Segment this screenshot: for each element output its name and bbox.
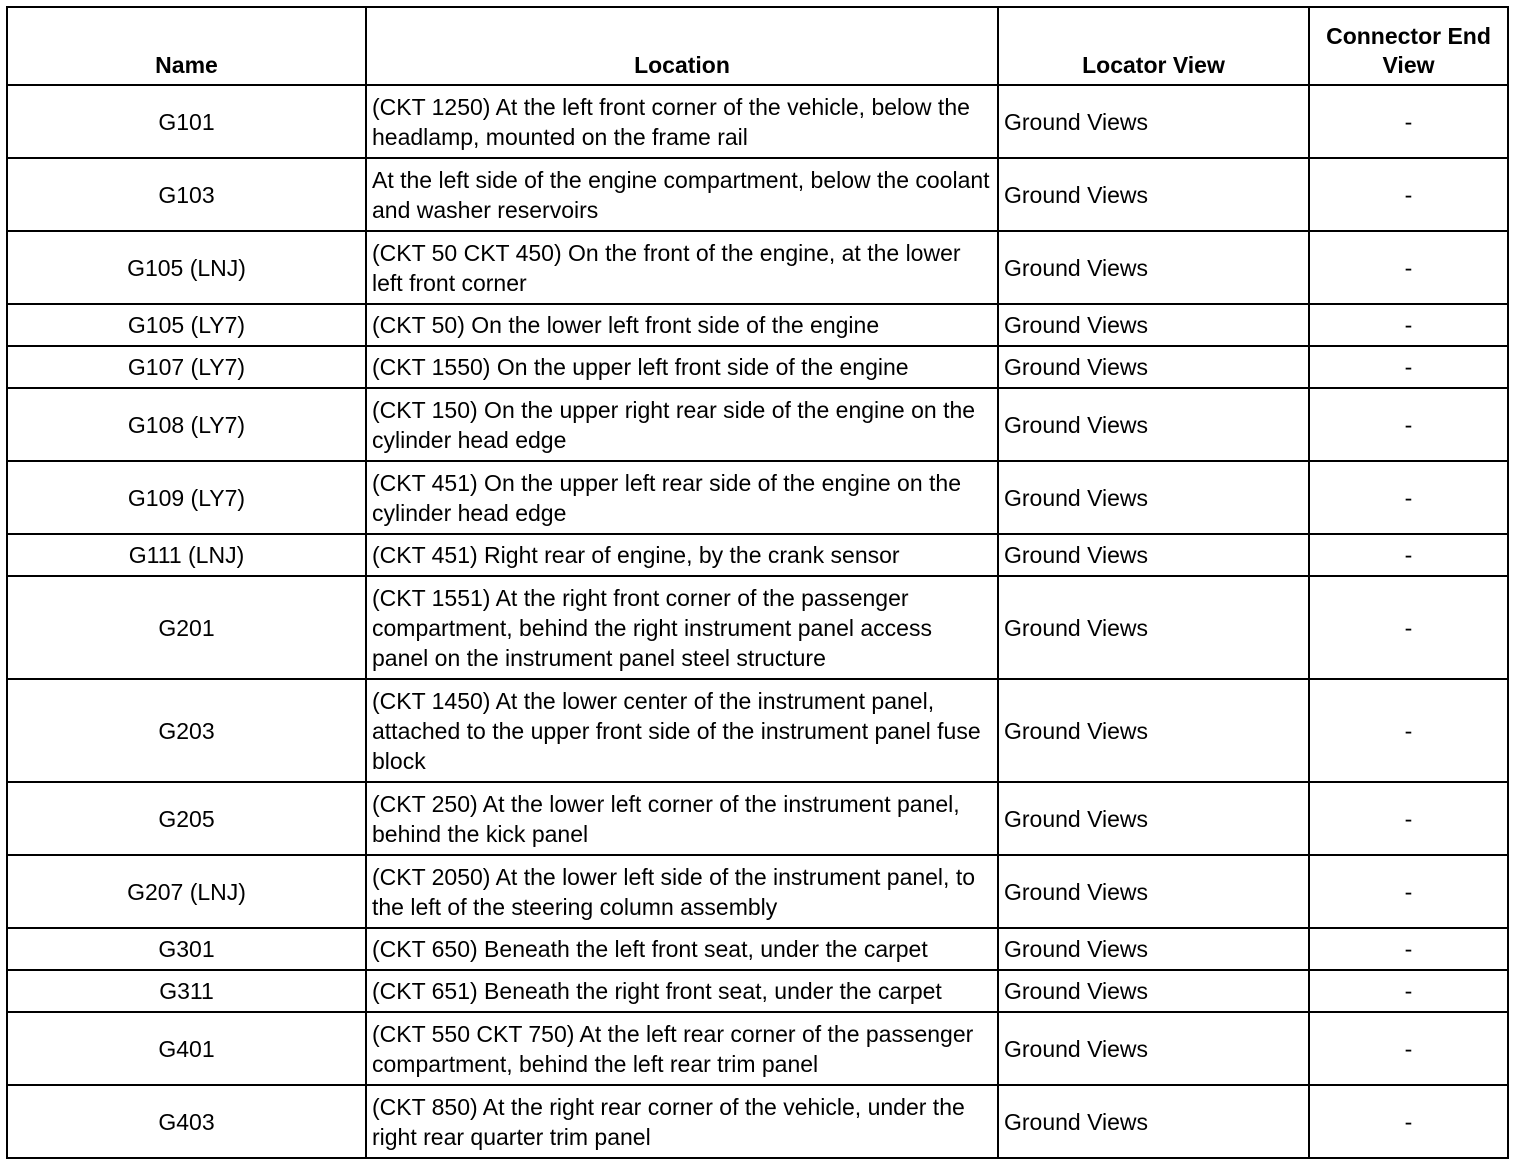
column-header-locator-view: Locator View xyxy=(998,7,1309,85)
connector-end-view-cell: - xyxy=(1309,1012,1508,1085)
table-row xyxy=(7,782,1508,855)
table-header-row xyxy=(7,7,1508,85)
locator-view-cell: Ground Views xyxy=(998,576,1309,679)
table-row xyxy=(7,576,1508,679)
ground-name-cell: G301 xyxy=(7,928,366,970)
ground-location-cell: (CKT 50 CKT 450) On the front of the engine, at the lower left front corner xyxy=(366,231,998,304)
ground-name-cell: G105 (LNJ) xyxy=(7,231,366,304)
connector-end-view-cell: - xyxy=(1309,346,1508,388)
table-row xyxy=(7,1012,1508,1085)
ground-name-cell: G109 (LY7) xyxy=(7,461,366,534)
locator-view-cell: Ground Views xyxy=(998,461,1309,534)
ground-name-cell: G207 (LNJ) xyxy=(7,855,366,928)
ground-location-cell: (CKT 2050) At the lower left side of the instrument panel, to the left of the steering column assembly xyxy=(366,855,998,928)
table-row xyxy=(7,679,1508,782)
ground-name-cell: G108 (LY7) xyxy=(7,388,366,461)
ground-location-cell: (CKT 50) On the lower left front side of the engine xyxy=(366,304,998,346)
ground-name-cell: G107 (LY7) xyxy=(7,346,366,388)
table-row xyxy=(7,1085,1508,1158)
ground-location-cell: (CKT 1250) At the left front corner of the vehicle, below the headlamp, mounted on the frame rail xyxy=(366,85,998,158)
ground-name-cell: G403 xyxy=(7,1085,366,1158)
ground-location-cell: At the left side of the engine compartment, below the coolant and washer reservoirs xyxy=(366,158,998,231)
table-row xyxy=(7,855,1508,928)
ground-location-cell: (CKT 1550) On the upper left front side of the engine xyxy=(366,346,998,388)
table-row xyxy=(7,388,1508,461)
connector-end-view-cell: - xyxy=(1309,85,1508,158)
locator-view-cell: Ground Views xyxy=(998,1085,1309,1158)
connector-end-view-cell: - xyxy=(1309,158,1508,231)
table-row xyxy=(7,970,1508,1012)
connector-end-view-cell: - xyxy=(1309,928,1508,970)
locator-view-cell: Ground Views xyxy=(998,928,1309,970)
ground-location-cell: (CKT 451) On the upper left rear side of the engine on the cylinder head edge xyxy=(366,461,998,534)
table-row xyxy=(7,158,1508,231)
ground-name-cell: G105 (LY7) xyxy=(7,304,366,346)
ground-name-cell: G201 xyxy=(7,576,366,679)
table-row xyxy=(7,304,1508,346)
ground-name-cell: G103 xyxy=(7,158,366,231)
connector-end-view-cell: - xyxy=(1309,461,1508,534)
ground-name-cell: G111 (LNJ) xyxy=(7,534,366,576)
ground-name-cell: G401 xyxy=(7,1012,366,1085)
locator-view-cell: Ground Views xyxy=(998,304,1309,346)
connector-end-view-cell: - xyxy=(1309,231,1508,304)
table-row xyxy=(7,231,1508,304)
connector-end-view-cell: - xyxy=(1309,855,1508,928)
locator-view-cell: Ground Views xyxy=(998,1012,1309,1085)
ground-location-cell: (CKT 850) At the right rear corner of the vehicle, under the right rear quarter trim panel xyxy=(366,1085,998,1158)
locator-view-cell: Ground Views xyxy=(998,231,1309,304)
connector-end-view-cell: - xyxy=(1309,782,1508,855)
ground-name-cell: G203 xyxy=(7,679,366,782)
column-header-location: Location xyxy=(366,7,998,85)
table-row xyxy=(7,346,1508,388)
connector-end-view-cell: - xyxy=(1309,534,1508,576)
column-header-name: Name xyxy=(7,7,366,85)
connector-end-view-cell: - xyxy=(1309,970,1508,1012)
locator-view-cell: Ground Views xyxy=(998,782,1309,855)
ground-location-cell: (CKT 651) Beneath the right front seat, under the carpet xyxy=(366,970,998,1012)
ground-location-cell: (CKT 1450) At the lower center of the instrument panel, attached to the upper front side of the instrument panel fuse block xyxy=(366,679,998,782)
locator-view-cell: Ground Views xyxy=(998,388,1309,461)
ground-locations-table xyxy=(6,6,1509,1159)
connector-end-view-cell: - xyxy=(1309,576,1508,679)
locator-view-cell: Ground Views xyxy=(998,855,1309,928)
locator-view-cell: Ground Views xyxy=(998,534,1309,576)
ground-location-cell: (CKT 1551) At the right front corner of the passenger compartment, behind the right instrument panel access panel on the instrument panel steel structure xyxy=(366,576,998,679)
locator-view-cell: Ground Views xyxy=(998,158,1309,231)
ground-location-cell: (CKT 550 CKT 750) At the left rear corner of the passenger compartment, behind the left rear trim panel xyxy=(366,1012,998,1085)
ground-location-cell: (CKT 451) Right rear of engine, by the crank sensor xyxy=(366,534,998,576)
locator-view-cell: Ground Views xyxy=(998,346,1309,388)
ground-name-cell: G311 xyxy=(7,970,366,1012)
ground-location-cell: (CKT 250) At the lower left corner of the instrument panel, behind the kick panel xyxy=(366,782,998,855)
table-row xyxy=(7,85,1508,158)
column-header-connector-end-view: Connector End View xyxy=(1309,7,1508,85)
table-row xyxy=(7,461,1508,534)
connector-end-view-cell: - xyxy=(1309,304,1508,346)
connector-end-view-cell: - xyxy=(1309,679,1508,782)
locator-view-cell: Ground Views xyxy=(998,679,1309,782)
locator-view-cell: Ground Views xyxy=(998,85,1309,158)
ground-name-cell: G101 xyxy=(7,85,366,158)
table-row xyxy=(7,928,1508,970)
ground-location-cell: (CKT 150) On the upper right rear side of the engine on the cylinder head edge xyxy=(366,388,998,461)
connector-end-view-cell: - xyxy=(1309,388,1508,461)
table-row xyxy=(7,534,1508,576)
ground-location-cell: (CKT 650) Beneath the left front seat, under the carpet xyxy=(366,928,998,970)
ground-name-cell: G205 xyxy=(7,782,366,855)
locator-view-cell: Ground Views xyxy=(998,970,1309,1012)
connector-end-view-cell: - xyxy=(1309,1085,1508,1158)
